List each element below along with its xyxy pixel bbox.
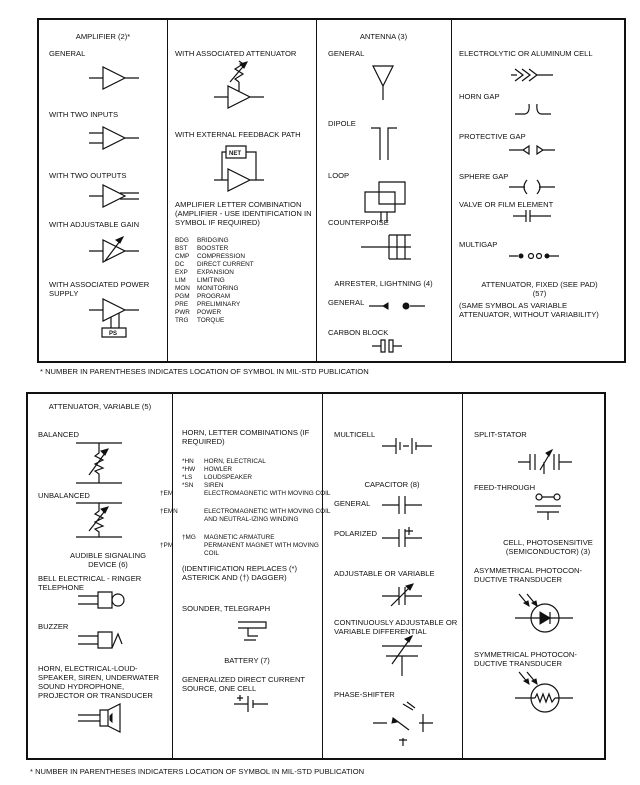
label-dipole: DIPOLE (328, 119, 356, 128)
label-balanced: BALANCED (38, 430, 79, 439)
label-carbon-block: CARBON BLOCK (328, 328, 389, 337)
dipole-icon (369, 126, 399, 162)
attenuator-balanced-icon (76, 439, 122, 487)
multicell-icon (382, 436, 432, 456)
label-adjustable-capacitor: ADJUSTABLE OR VARIABLE (334, 569, 435, 578)
label-continuously: CONTINUOUSLY ADJUSTABLE OR VARIABLE DIFFERENTIAL (334, 618, 458, 636)
attenuator-fixed-heading: ATTENUATOR, FIXED (SEE PAD) (57) (481, 280, 598, 298)
bottom-footnote: * NUMBER IN PARENTHESES INDICATERS LOCATION OF SYMBOL IN MIL-STD PUBLICATION (30, 767, 365, 776)
buzzer-icon (78, 630, 128, 650)
battery-heading: BATTERY (7) (224, 656, 270, 665)
label-two-outputs: WITH TWO OUTPUTS (49, 171, 127, 180)
label-sphere-gap: SPHERE GAP (459, 172, 509, 181)
electrolytic-cell-icon (511, 68, 553, 82)
amplifier-power-supply-icon (89, 298, 139, 338)
label-antenna-general: GENERAL (328, 49, 365, 58)
capacitor-adjustable-icon (382, 580, 422, 610)
amplifier-icon (89, 64, 139, 92)
label-feedback: WITH EXTERNAL FEEDBACK PATH (175, 130, 301, 139)
label-horn-gap: HORN GAP (459, 92, 500, 101)
amplifier-two-outputs-icon (89, 182, 139, 210)
top-footnote: * NUMBER IN PARENTHESES INDICATES LOCATION OF SYMBOL IN MIL-STD PUBLICATION (40, 367, 369, 376)
battery-icon (234, 694, 268, 714)
bottom-panel: ATTENUATOR, VARIABLE (5) BALANCED UNBALANCED AUDIBLE SIGNALING DEVICE (6) BELL ELECTRICAL - RINGER TELEPHONE BUZZER HORN, ELECTRICAL-LOUD-SPEAKER, SIREN, UNDERWATER SOUND HYDROPHONE, PROJECTOR OR TRANSDUCER HORN, LETTER COMBINATIONS (IF REQUIRED) *HN HORN, ELECTRICAL *HW HOWLER *LS LOUDSPEAKER *SN SIREN †EM ELECTROMAGNETIC WITH MOVING COIL †EMN ELECTROMAGNETIC WITH MOVING COIL AND NEUTRAL-IZING WINDING †MG MAGNETIC ARMATURE †PM PERMANENT MAGNET WITH MOVING COIL (IDENTIFICATION REPLACES (*) ASTERICK AND (†) DAGGER) SOUNDER, TELEGRAPH BATTERY (7) GENERALIZED DIRECT CURRENT SOURCE, ONE CELL MULTICELL CAPACITOR (8) GENERAL POLARIZED ADJUSTABLE OR VARIABLE CONTINUOUSLY ADJUSTABLE OR VARIABLE DIFFERENTIAL PHASE-SHIFTER SPLIT-STATOR FEED-THROUGH CELL, PHOTOSENSITIVE (SEMICONDUCTOR) (3) ASYMMETRICAL PHOTOCON-DUCTIVE TRANSDUCER SYMMETRICAL PHOTOCON-DUCTIVE TRANSDUCER (26, 392, 606, 760)
sounder-icon (236, 616, 276, 644)
amplifier-heading: AMPLIFIER (2)* (75, 32, 131, 41)
label-loop: LOOP (328, 171, 350, 180)
capacitor-polarized-icon (382, 524, 422, 550)
amplifier-two-inputs-icon (89, 124, 139, 152)
label-bell: BELL ELECTRICAL - RINGER TELEPHONE (38, 574, 142, 592)
label-protective-gap: PROTECTIVE GAP (459, 132, 526, 141)
label-buzzer: BUZZER (38, 622, 69, 631)
label-general: GENERAL (49, 49, 86, 58)
horn-icon (78, 704, 128, 732)
protective-gap-icon (509, 144, 555, 156)
photosensitive-heading: CELL, PHOTOSENSITIVE (SEMICONDUCTOR) (3) (503, 538, 593, 556)
ps-label: PS (109, 331, 118, 337)
valve-element-icon (513, 208, 551, 224)
label-feed-through: FEED-THROUGH (474, 483, 536, 492)
label-horn: HORN, ELECTRICAL-LOUD-SPEAKER, SIREN, UNDERWATER SOUND HYDROPHONE, PROJECTOR OR TRANSDUCER (38, 664, 159, 700)
label-sounder: SOUNDER, TELEGRAPH (182, 604, 271, 613)
attenuator-fixed-note: (SAME SYMBOL AS VARIABLE ATTENUATOR, WITHOUT VARIABILITY) (459, 301, 599, 319)
label-multigap: MULTIGAP (459, 240, 498, 249)
label-counterpoise: COUNTERPOISE (328, 218, 389, 227)
horn-gap-icon (513, 102, 553, 116)
multigap-icon (509, 250, 559, 262)
label-split-stator: SPLIT-STATOR (474, 430, 527, 439)
label-multicell: MULTICELL (334, 430, 376, 439)
label-capacitor-general: GENERAL (334, 499, 371, 508)
capacitor-icon (382, 494, 422, 516)
label-power-supply: WITH ASSOCIATED POWER SUPPLY (49, 280, 150, 298)
attenuator-unbalanced-icon (76, 499, 122, 541)
battery-desc: GENERALIZED DIRECT CURRENT SOURCE, ONE CELL (182, 675, 305, 693)
photocell-symmetric-icon (513, 670, 573, 720)
horn-letter-heading: HORN, LETTER COMBINATIONS (IF REQUIRED) (182, 428, 310, 446)
capacitor-heading: CAPACITOR (8) (364, 480, 420, 489)
counterpoise-icon (359, 230, 414, 264)
label-attenuator: WITH ASSOCIATED ATTENUATOR (175, 49, 297, 58)
top-panel: AMPLIFIER (2)* GENERAL WITH TWO INPUTS WITH TWO OUTPUTS WITH ADJUSTABLE GAIN WITH ASSOCIATED POWER SUPPLY PS WITH ASSOCIATED ATTENUATOR WITH EXTERNAL FEEDBACK PATH NET AMPLIFIER LETTER COMBINATION (AMPLIFIER - USE IDENTIFICATION IN SYMBOL IF REQUIRED) BDG BRIDGING BST BOOSTER CMP COMPRESSION DC DIRECT CURRENT EXP EXPANSION LIM LIMITING MON MONITORING PGM PROGRAM PRE PRELIMINARY PWR POWER TRG TORQUE ANTENNA (3) GENERAL DIPOLE LOOP COUNTERPOISE ARRESTER, LIGHTNING (4) GENERAL CARBON BLOCK ELECTROLYTIC OR ALUMINUM CELL HORN GAP PROTECTIVE GAP SPHERE GAP VALVE OR FILM ELEMENT MULTIGAP ATTENUATOR, FIXED (SEE PAD) (57) (SAME SYMBOL AS VARIABLE ATTENUATOR, WITHOUT VARIABILITY) (37, 18, 626, 363)
label-electrolytic: ELECTROLYTIC OR ALUMINUM CELL (459, 49, 593, 58)
label-symmetrical: SYMMETRICAL PHOTOCON-DUCTIVE TRANSDUCER (474, 650, 577, 668)
arrester-icon (369, 298, 425, 312)
label-valve: VALVE OR FILM ELEMENT (459, 200, 554, 209)
split-stator-icon (518, 446, 572, 476)
net-label: NET (229, 151, 241, 157)
amplifier-adjustable-icon (89, 233, 139, 265)
label-arrester-general: GENERAL (328, 298, 365, 307)
arrester-heading: ARRESTER, LIGHTNING (4) (334, 279, 433, 288)
amplifier-attenuator-icon (214, 60, 264, 112)
audible-heading: AUDIBLE SIGNALING DEVICE (6) (70, 551, 146, 569)
capacitor-differential-icon (382, 634, 422, 678)
feed-through-icon (533, 492, 563, 520)
antenna-icon (372, 64, 394, 102)
label-unbalanced: UNBALANCED (38, 491, 90, 500)
amplifier-feedback-icon (214, 144, 264, 194)
identification-note: (IDENTIFICATION REPLACES (*) ASTERICK AND (†) DAGGER) (182, 564, 298, 582)
label-phase-shifter: PHASE-SHIFTER (334, 690, 395, 699)
label-asymmetrical: ASYMMETRICAL PHOTOCON-DUCTIVE TRANSDUCER (474, 566, 583, 584)
sphere-gap-icon (509, 178, 555, 196)
label-polarized: POLARIZED (334, 529, 378, 538)
photocell-asymmetric-icon (513, 592, 573, 642)
label-letter-combo: AMPLIFIER LETTER COMBINATION (AMPLIFIER - USE IDENTIFICATION IN SYMBOL IF REQUIRED) (175, 200, 312, 227)
carbon-block-icon (372, 338, 402, 354)
label-adjustable-gain: WITH ADJUSTABLE GAIN (49, 220, 140, 229)
antenna-heading: ANTENNA (3) (359, 32, 408, 41)
label-two-inputs: WITH TWO INPUTS (49, 110, 119, 119)
attenuator-variable-heading: ATTENUATOR, VARIABLE (5) (48, 402, 152, 411)
phase-shifter-icon (373, 698, 433, 748)
bell-icon (78, 590, 128, 610)
